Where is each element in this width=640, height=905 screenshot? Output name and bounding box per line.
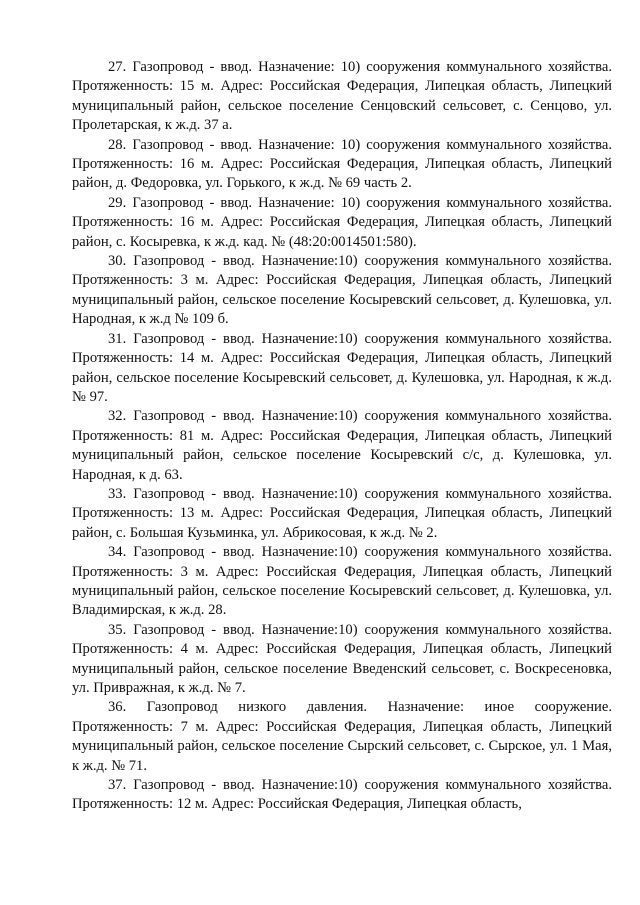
paragraph-item-32: 32. Газопровод - ввод. Назначение:10) сооружения коммунального хозяйства. Протяженность: 81 м. Адрес: Российская Федерация, Липецкая область, Липецкий муниципальный район, сельское поселение Косыревский с/с, д. Кулешовка, ул. Народная, к д. 63.: [72, 408, 612, 483]
paragraph-item-33: 33. Газопровод - ввод. Назначение:10) сооружения коммунального хозяйства. Протяженность: 13 м. Адрес: Российская Федерация, Липецкая область, Липецкий район, с. Большая Кузьминка, ул. Абрикосовая, к ж.д. № 2.: [72, 485, 612, 541]
paragraph-item-27: 27. Газопровод - ввод. Назначение: 10) сооружения коммунального хозяйства. Протяженность: 15 м. Адрес: Российская Федерация, Липецкая область, Липецкий муниципальный район, сельское поселение Сенцовский сельсовет, с. Сенцово, ул. Пролетарская, к ж.д. 37 а.: [72, 59, 612, 134]
document-page: [72, 58, 612, 815]
paragraph-item-36: 36. Газопровод низкого давления. Назначение: иное сооружение. Протяженность: 7 м. Адрес: Российская Федерация, Липецкая область, Липецкий муниципальный район, сельское поселение Сырский сельсовет, с. Сырское, ул. 1 Мая, к ж.д. № 71.: [72, 699, 612, 774]
paragraph-item-37: 37. Газопровод - ввод. Назначение:10) сооружения коммунального хозяйства. Протяженность: 12 м. Адрес: Российская Федерация, Липецкая область,: [72, 777, 612, 813]
paragraph-item-35: 35. Газопровод - ввод. Назначение:10) сооружения коммунального хозяйства. Протяженность: 4 м. Адрес: Российская Федерация, Липецкая область, Липецкий муниципальный район, сельское поселение Введенский сельсовет, с. Воскресеновка, ул. Привражная, к ж.д. № 7.: [72, 621, 612, 696]
paragraph-item-29: 29. Газопровод - ввод. Назначение: 10) сооружения коммунального хозяйства. Протяженность: 16 м. Адрес: Российская Федерация, Липецкая область, Липецкий район, с. Косыревка, к ж.д. кад. № (48:20:0014501:580).: [72, 194, 612, 250]
paragraph-item-28: 28. Газопровод - ввод. Назначение: 10) сооружения коммунального хозяйства. Протяженность: 16 м. Адрес: Российская Федерация, Липецкая область, Липецкий район, д. Федоровка, ул. Горького, к ж.д. № 69 часть 2.: [72, 136, 612, 192]
paragraph-item-34: 34. Газопровод - ввод. Назначение:10) сооружения коммунального хозяйства. Протяженность: 3 м. Адрес: Российская Федерация, Липецкая область, Липецкий муниципальный район, сельское поселение Косыревский сельсовет, д. Кулешовка, ул. Владимирская, к ж.д. 28.: [72, 544, 612, 619]
paragraph-item-31: 31. Газопровод - ввод. Назначение:10) сооружения коммунального хозяйства. Протяженность: 14 м. Адрес: Российская Федерация, Липецкая область, Липецкий район, сельское поселение Косыревский сельсовет, д. Кулешовка, ул. Народная, к ж.д. № 97.: [72, 330, 612, 405]
paragraph-item-30: 30. Газопровод - ввод. Назначение:10) сооружения коммунального хозяйства. Протяженность: 3 м. Адрес: Российская Федерация, Липецкая область, Липецкий муниципальный район, сельское поселение Косыревский сельсовет, д. Кулешовка, ул. Народная, к ж.д № 109 б.: [72, 253, 612, 328]
